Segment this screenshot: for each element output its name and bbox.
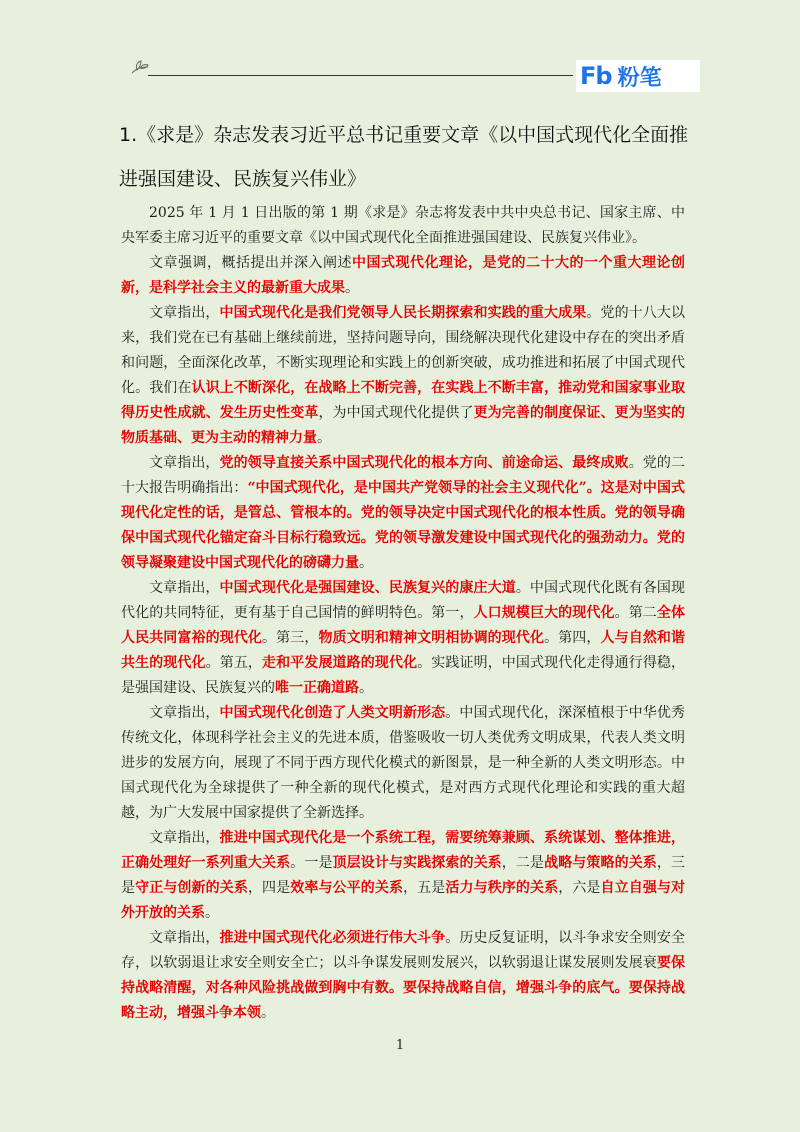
body-text: 文章指出， bbox=[149, 580, 220, 596]
article-title: 1.《求是》杂志发表习近平总书记重要文章《以中国式现代化全面推进强国建设、民族复兴伟业》 bbox=[119, 124, 689, 190]
body-text: 。第二 bbox=[614, 605, 657, 621]
body-text: 。 bbox=[359, 555, 373, 571]
highlighted-text: “中国式现代化，是中国共产党领导的社会主义现代化”。这是对中国式现代化定性的话，是管总、管根本的。党的领导决定中国式现代化的根本性质。党的领导确保中国式现代化锚定奋斗目标行稳致远。党的领导激发建设中国式现代化的强劲动力。党的领导凝聚建设中国式现代化的磅礴力量 bbox=[121, 480, 686, 571]
paragraph bbox=[121, 926, 685, 1026]
highlighted-text: 更为完善的制度保证、更为坚实的物质基础、更为主动的精神力量 bbox=[121, 405, 686, 446]
logo-text: 粉笔 bbox=[617, 65, 662, 91]
body-text: 。历史反复证明，以斗争求安全则安全存，以软弱退让求安全则安全亡；以斗争谋发展则发展兴，以软弱退让谋发展则发展衰 bbox=[121, 930, 686, 971]
body-text: ，二是 bbox=[501, 855, 545, 871]
article-body bbox=[121, 201, 685, 1026]
highlighted-text: 党的领导直接关系中国式现代化的根本方向、前途命运、最终成败 bbox=[219, 455, 629, 471]
sprig-icon bbox=[128, 57, 150, 79]
body-text: 。 bbox=[317, 430, 331, 446]
body-text: 。党的二十大报告明确指出： bbox=[121, 455, 686, 496]
highlighted-text: 人口规模巨大的现代化 bbox=[473, 605, 615, 621]
body-text: 文章指出， bbox=[149, 705, 220, 721]
body-text: 。 bbox=[261, 1005, 275, 1021]
paragraph bbox=[121, 701, 685, 826]
body-text: 。第五， bbox=[205, 655, 263, 671]
body-text: ，四是 bbox=[247, 880, 291, 896]
highlighted-text: 人与自然和谐共生的现代化 bbox=[121, 630, 686, 671]
fenbi-logo bbox=[576, 60, 700, 92]
highlighted-text: 自立自强与对外开放的关系 bbox=[121, 880, 686, 921]
highlighted-text: 唯一正确道路 bbox=[275, 680, 359, 696]
highlighted-text: 效率与公平的关系 bbox=[290, 880, 404, 896]
body-text: ，三是 bbox=[121, 855, 686, 896]
highlighted-text: 推进中国式现代化必须进行伟大斗争 bbox=[219, 930, 446, 946]
body-text: 。一是 bbox=[290, 855, 333, 871]
paragraph bbox=[121, 451, 685, 576]
header-rule bbox=[148, 75, 573, 76]
body-text: 文章强调，概括提出并深入阐述 bbox=[149, 255, 352, 271]
body-text: 。 bbox=[205, 905, 219, 921]
highlighted-text: 战略与策略的关系 bbox=[544, 855, 657, 871]
highlighted-text: 顶层设计与实践探索的关系 bbox=[332, 855, 502, 871]
body-text: 文章指出， bbox=[149, 930, 220, 946]
page-header bbox=[0, 0, 800, 100]
paragraph bbox=[121, 826, 685, 926]
paragraph bbox=[121, 251, 685, 301]
body-text: 。实践证明，中国式现代化走得通行得稳，是强国建设、民族复兴的 bbox=[121, 655, 686, 696]
body-text: ，为中国式现代化提供了 bbox=[318, 405, 474, 421]
body-text: ，五是 bbox=[403, 880, 446, 896]
highlighted-text: 活力与秩序的关系 bbox=[445, 880, 559, 896]
body-text: 。 bbox=[345, 280, 359, 296]
paragraph bbox=[121, 576, 685, 701]
highlighted-text: 走和平发展道路的现代化 bbox=[262, 655, 418, 671]
body-text: 。中国式现代化，深深植根于中华优秀传统文化，体现科学社会主义的先进本质，借鉴吸收一切人类优秀文明成果，代表人类文明进步的发展方向，展现了不同于西方现代化模式的新图景，是一种全新的人类文明形态。中国式现代化为全球提供了一种全新的现代化模式，是对西方式现代化理论和实践的重大超越，为广大发展中国家提供了全新选择。 bbox=[121, 705, 686, 821]
body-text: 文章指出， bbox=[149, 830, 220, 846]
highlighted-text: 守正与创新的关系 bbox=[135, 880, 248, 896]
body-text: 。中国式现代化既有各国现代化的共同特征，更有基于自己国情的鲜明特色。第一， bbox=[121, 580, 686, 621]
body-text: 文章指出， bbox=[149, 455, 220, 471]
highlighted-text: 中国式现代化是强国建设、民族复兴的康庄大道 bbox=[219, 580, 516, 596]
paragraph bbox=[121, 301, 685, 451]
page-number: 1 bbox=[395, 1038, 405, 1053]
highlighted-text: 推进中国式现代化是一个系统工程，需要统筹兼顾、系统谋划、整体推进，正确处理好一系列重大关系 bbox=[121, 830, 686, 871]
logo-mark: Fb bbox=[580, 62, 612, 90]
body-text: ，六是 bbox=[558, 880, 601, 896]
body-text: 。党的十八大以来，我们党在已有基础上继续前进，坚持问题导向，围绕解决现代化建设中存在的突出矛盾和问题，全面深化改革，不断实现理论和实践上的创新突破，成功推进和拓展了中国式现代化。我们在 bbox=[121, 305, 686, 396]
body-text: 。 bbox=[359, 680, 373, 696]
highlighted-text: 中国式现代化创造了人类文明新形态 bbox=[219, 705, 446, 721]
highlighted-text: 物质文明和精神文明相协调的现代化 bbox=[318, 630, 545, 646]
highlighted-text: 全体人民共同富裕的现代化 bbox=[121, 605, 686, 646]
paragraph bbox=[121, 201, 685, 251]
highlighted-text: 认识上不断深化，在战略上不断完善，在实践上不断丰富，推动党和国家事业取得历史性成就、发生历史性变革 bbox=[121, 380, 686, 421]
body-text: 文章指出， bbox=[149, 305, 220, 321]
highlighted-text: 中国式现代化是我们党领导人民长期探索和实践的重大成果 bbox=[219, 305, 587, 321]
body-text: 。第三， bbox=[262, 630, 319, 646]
highlighted-text: 要保持战略清醒，对各种风险挑战做到胸中有数。要保持战略自信，增强斗争的底气。要保持战略主动，增强斗争本领 bbox=[121, 955, 686, 1021]
body-text: 2025 年 1 月 1 日出版的第 1 期《求是》杂志将发表中共中央总书记、国家主席、中央军委主席习近平的重要文章《以中国式现代化全面推进强国建设、民族复兴伟业》。 bbox=[121, 205, 685, 246]
body-text: 。第四， bbox=[544, 630, 601, 646]
highlighted-text: 中国式现代化理论，是党的二十大的一个重大理论创新，是科学社会主义的最新重大成果 bbox=[121, 255, 685, 296]
